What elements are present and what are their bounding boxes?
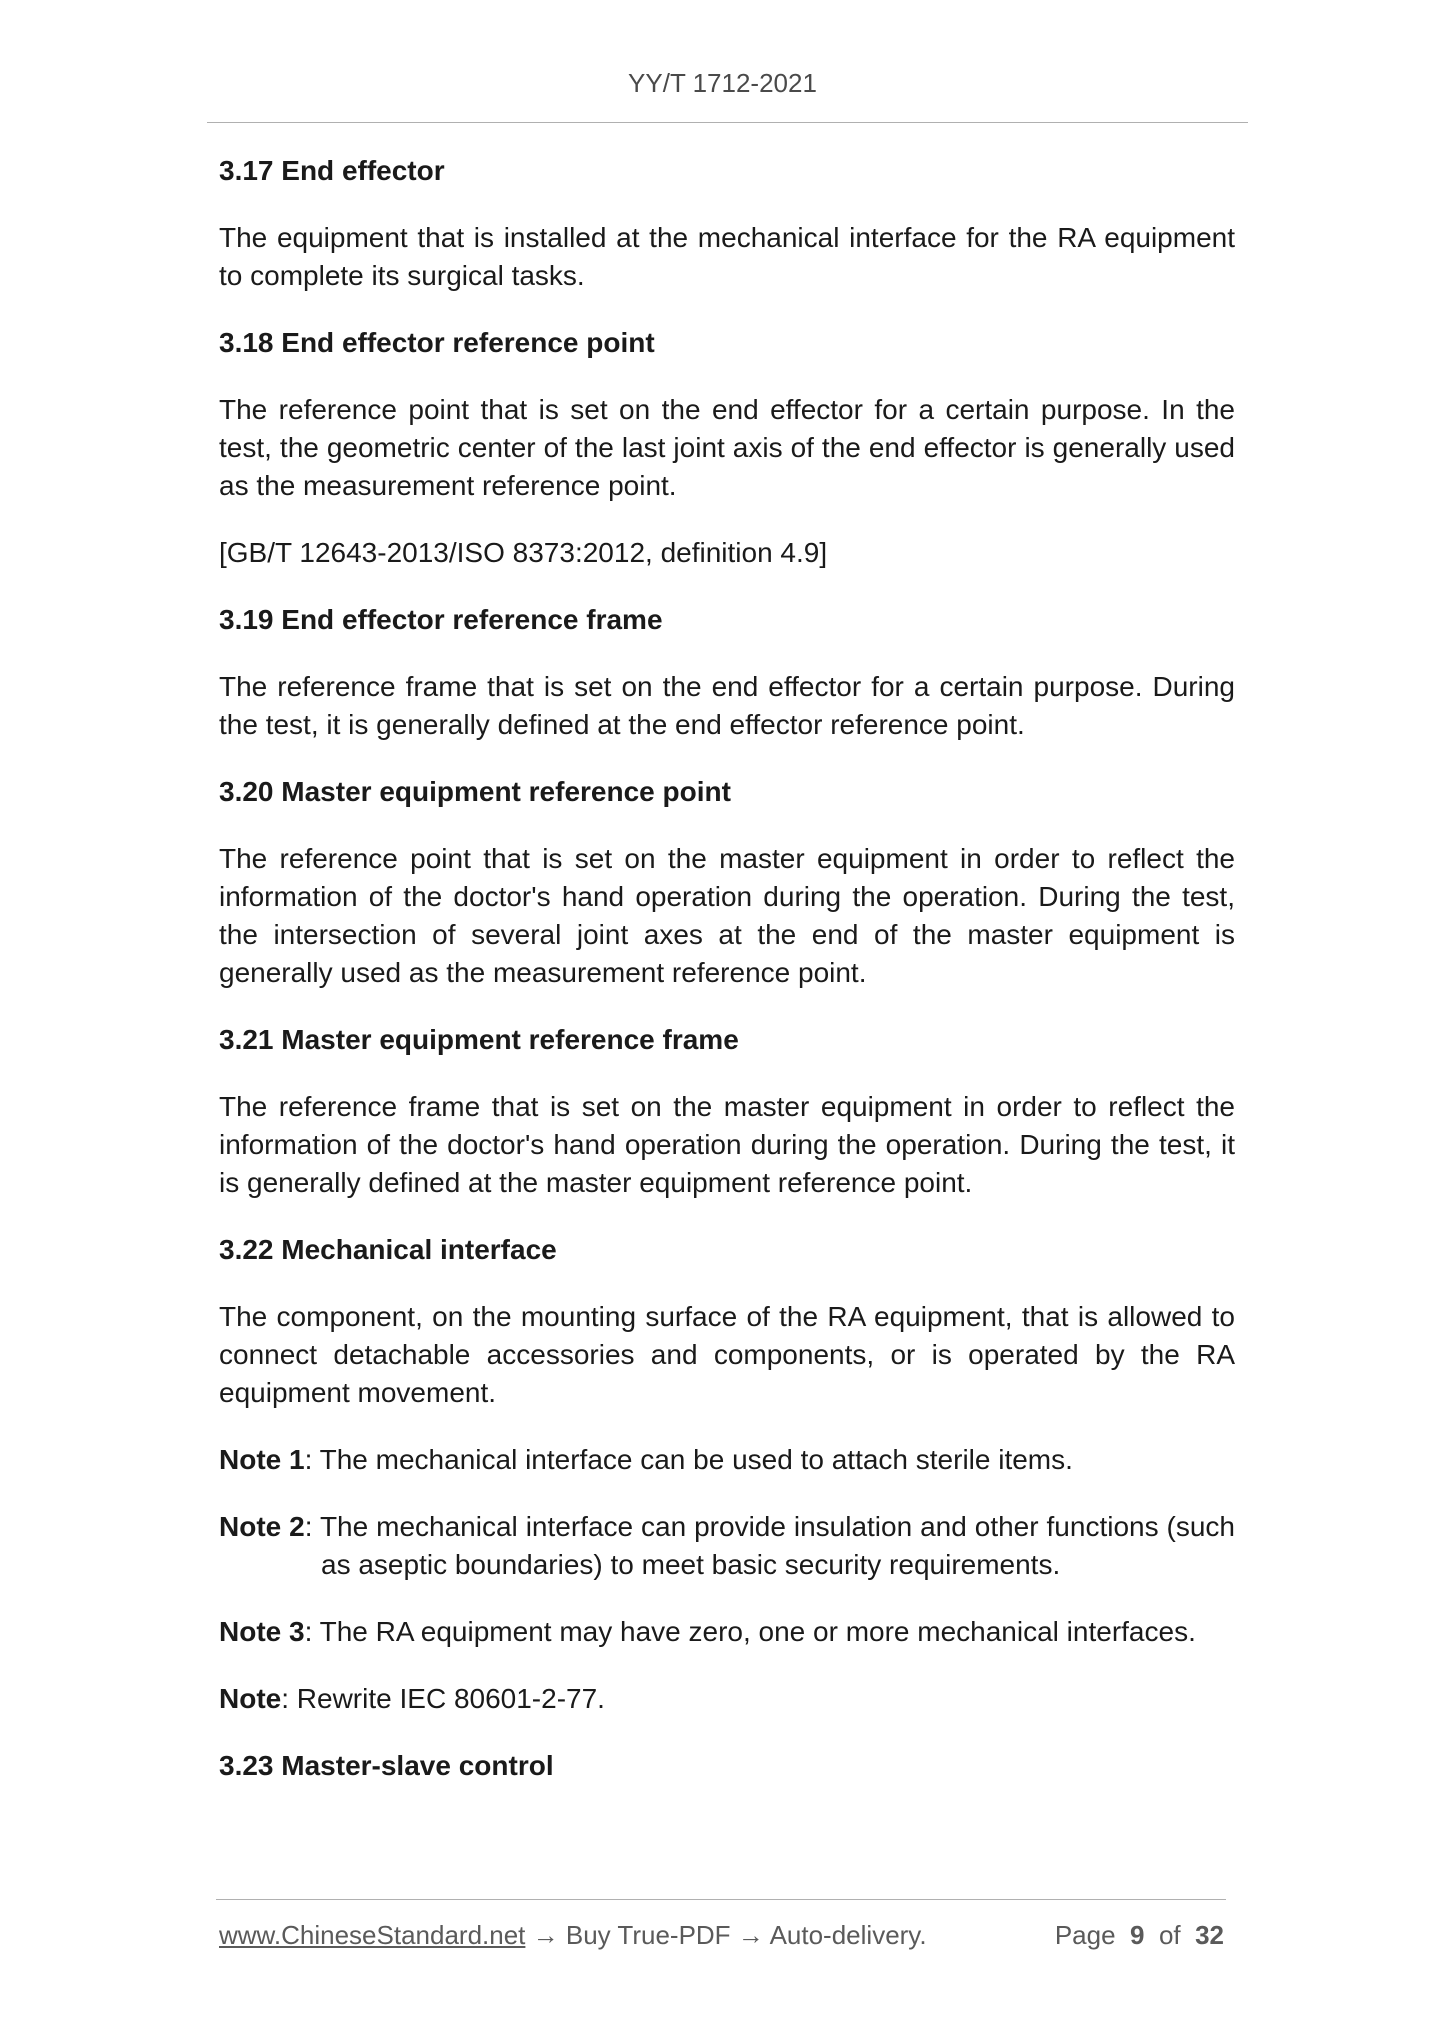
- definition-3-18: The reference point that is set on the end effector for a certain purpose. In the test, the geometric center of the last joint axis of the end effector is generally used as the measurement reference point.: [219, 394, 1235, 501]
- page-number: [1055, 1918, 1224, 1952]
- note-label: Note 2: [219, 1511, 305, 1542]
- footer-divider: [216, 1899, 1226, 1900]
- note-label: Note 1: [219, 1444, 305, 1475]
- heading-3-23: 3.23 Master-slave control: [219, 1750, 554, 1781]
- note-2: [219, 1508, 1235, 1584]
- header-divider: [207, 122, 1248, 123]
- definition-3-17: The equipment that is installed at the mechanical interface for the RA equipment to complete its surgical tasks.: [219, 222, 1235, 291]
- definition-3-22: The component, on the mounting surface of the RA equipment, that is allowed to connect detachable accessories and components, or is operated by the RA equipment movement.: [219, 1301, 1235, 1408]
- heading-3-19: 3.19 End effector reference frame: [219, 604, 663, 635]
- note-3: [219, 1613, 1235, 1651]
- total-pages: 32: [1195, 1920, 1224, 1950]
- footer-tagline: → Buy True-PDF → Auto-delivery.: [525, 1920, 927, 1950]
- note-text: : Rewrite IEC 80601-2-77.: [281, 1683, 605, 1714]
- reference-citation: [GB/T 12643-2013/ISO 8373:2012, definition 4.9]: [219, 537, 828, 568]
- website-link[interactable]: www.ChineseStandard.net: [219, 1920, 526, 1950]
- heading-3-21: 3.21 Master equipment reference frame: [219, 1024, 739, 1055]
- note-1: [219, 1441, 1235, 1479]
- note-label: Note 3: [219, 1616, 305, 1647]
- definition-3-21: The reference frame that is set on the master equipment in order to reflect the information of the doctor's hand operation during the operation. During the test, it is generally defined at the master equipment reference point.: [219, 1091, 1235, 1198]
- definition-3-20: The reference point that is set on the master equipment in order to reflect the information of the doctor's hand operation during the operation. During the test, the intersection of several joint axes at the end of the master equipment is generally used as the measurement reference point.: [219, 843, 1235, 988]
- heading-3-22: 3.22 Mechanical interface: [219, 1234, 557, 1265]
- note-text: : The RA equipment may have zero, one or more mechanical interfaces.: [304, 1616, 1196, 1647]
- of-word: of: [1158, 1920, 1181, 1950]
- footer-promo: [219, 1918, 927, 1952]
- definition-3-19: The reference frame that is set on the end effector for a certain purpose. During the test, it is generally defined at the end effector reference point.: [219, 671, 1235, 740]
- note-text: : The mechanical interface can be used to attach sterile items.: [304, 1444, 1073, 1475]
- note-text: : The mechanical interface can provide insulation and other functions (such as aseptic boundaries) to meet basic security requirements.: [304, 1511, 1235, 1580]
- heading-3-17: 3.17 End effector: [219, 155, 445, 186]
- page-word: Page: [1054, 1920, 1116, 1950]
- heading-3-20: 3.20 Master equipment reference point: [219, 776, 731, 807]
- document-id-header: YY/T 1712-2021: [628, 68, 817, 98]
- heading-3-18: 3.18 End effector reference point: [219, 327, 655, 358]
- note-label: Note: [219, 1683, 282, 1714]
- current-page: 9: [1130, 1920, 1145, 1950]
- note-rewrite: [219, 1680, 1235, 1718]
- document-body: [219, 152, 1235, 1814]
